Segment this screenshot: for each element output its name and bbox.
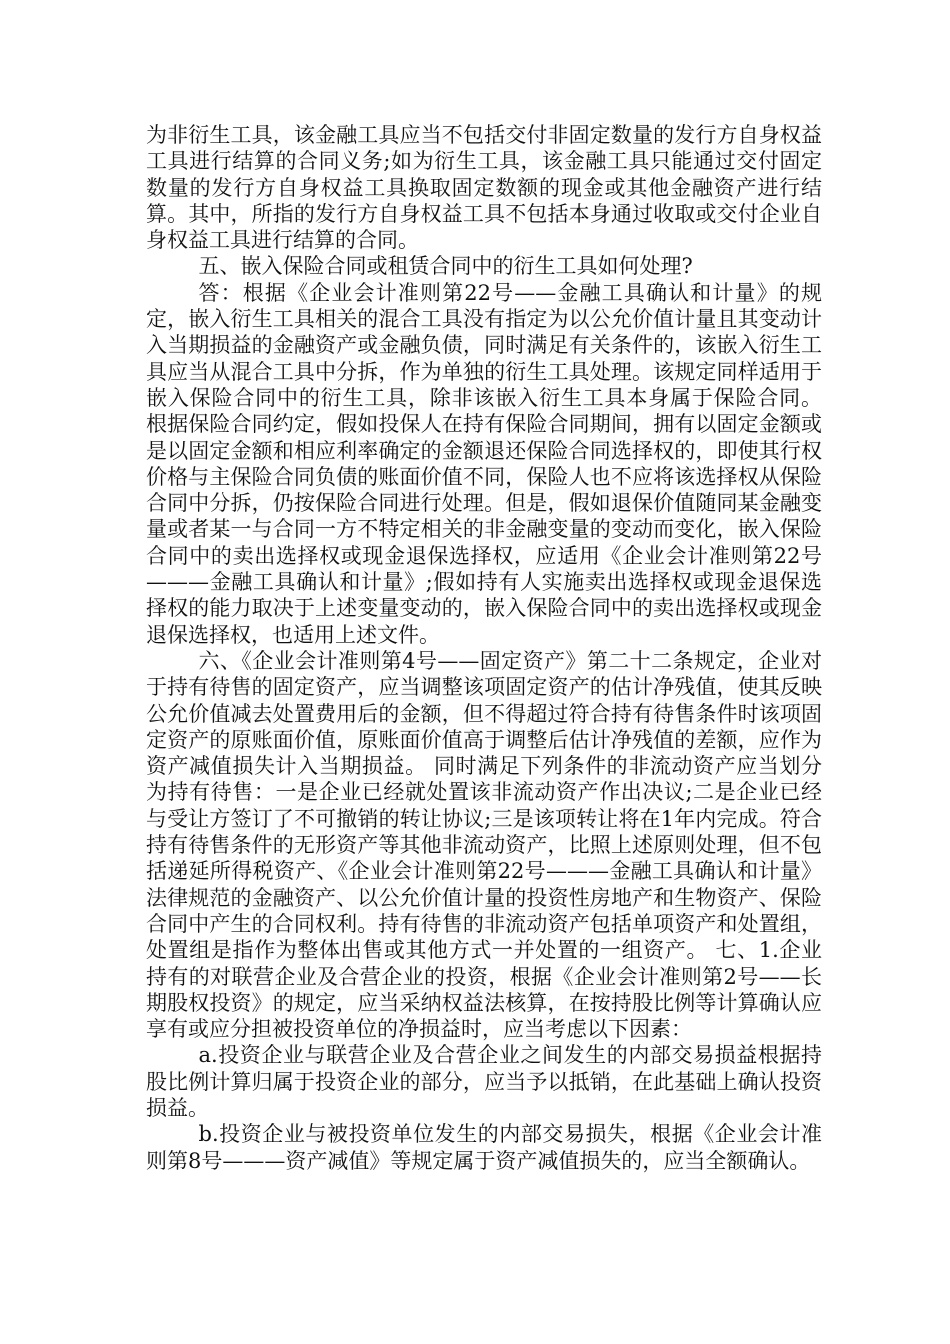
section-heading-embedded-derivatives: 五、嵌入保险合同或租赁合同中的衍生工具如何处理? [198,254,693,279]
paragraph-item-b-impairment-losses: b.投资企业与被投资单位发生的内部交易损失，根据《企业会计准则第8号———资产减值》等规定属于资产减值损失的，应当全额确认。 [146,1122,822,1173]
paragraph-answer-embedded-derivatives: 答：根据《企业会计准则第22号——金融工具确认和计量》的规定，嵌入衍生工具相关的混合工具没有指定为以公允价值计量且其变动计入当期损益的金融资产或金融负债，同时满足有关条件的，该嵌入衍生工具应当从混合工具中分拆，作为单独的衍生工具处理。该规定同样适用于嵌入保险合同中的衍生工具，除非该嵌入衍生工具本身属于保险合同。 根据保险合同约定，假如投保人在持有保险合同期间，拥有以固定金额或是以固定金额和相应利率确定的金额退还保险合同选择权的，即使其行权价格与主保险合同负债的账面价值不同，保险人也不应将该选择权从保险合同中分拆，仍按保险合同进行处理。但是，假如退保价值随同某金融变量或者某一与合同一方不特定相关的非金融变量的变动而变化，嵌入保险合同中的卖出选择权或现金退保选择权，应适用《企业会计准则第22号———金融工具确认和计量》;假如持有人实施卖出选择权或现金退保选择权的能力取决于上述变量变动的，嵌入保险合同中的卖出选择权或现金退保选择权，也适用上述文件。 [146,280,822,647]
paragraph-fixed-assets-held-for-sale: 六、《企业会计准则第4号——固定资产》第二十二条规定，企业对于持有待售的固定资产，应当调整该项固定资产的估计净残值，使其反映公允价值减去处置费用后的金额，但不得超过符合持有待售条件时该项固定资产的原账面价值，原账面价值高于调整后估计净残值的差额，应作为资产减值损失计入当期损益。 同时满足下列条件的非流动资产应当划分为持有待售：一是企业已经就处置该非流动资产作出决议;二是企业已经与受让方签订了不可撤销的转让协议;三是该项转让将在1年内完成。符合持有待售条件的无形资产等其他非流动资产，比照上述原则处理，但不包括递延所得税资产、《企业会计准则第22号———金融工具确认和计量》法律规范的金融资产、以公允价值计量的投资性房地产和生物资产、保险合同中产生的合同权利。持有待售的非流动资产包括单项资产和处置组，处置组是指作为整体出售或其他方式一并处置的一组资产。 七、1.企业持有的对联营企业及合营企业的投资，根据《企业会计准则第2号——长期股权投资》的规定，应当采纳权益法核算，在按持股比例等计算确认应享有或应分担被投资单位的净损益时，应当考虑以下因素： [146,648,822,1042]
paragraph-item-a-internal-transactions: a.投资企业与联营企业及合营企业之间发生的内部交易损益根据持股比例计算归属于投资企业的部分，应当予以抵销，在此基础上确认投资损益。 [146,1043,822,1120]
paragraph-financial-instrument-settlement: 为非衍生工具，该金融工具应当不包括交付非固定数量的发行方自身权益工具进行结算的合同义务;如为衍生工具，该金融工具只能通过交付固定数量的发行方自身权益工具换取固定数额的现金或其他金融资产进行结算。其中，所指的发行方自身权益工具不包括本身通过收取或交付企业自身权益工具进行结算的合同。 [146,123,822,253]
document-page [146,122,822,1174]
